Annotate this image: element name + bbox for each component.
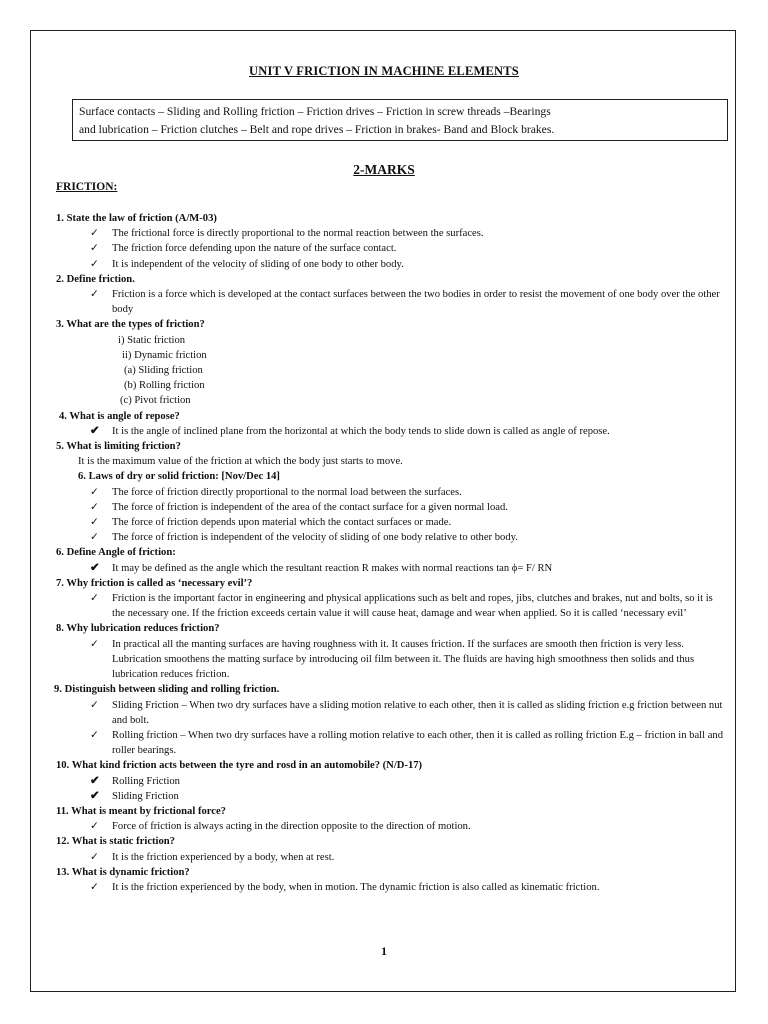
check-icon: ✓ <box>90 638 99 650</box>
answer-text: The force of friction directly proportional to the normal load between the surfaces. <box>112 486 462 498</box>
answer-item <box>56 637 726 683</box>
check-icon: ✓ <box>90 517 99 529</box>
answer-item <box>56 850 726 865</box>
answer-item <box>56 819 726 834</box>
type-item: (c) Pivot friction <box>120 395 191 407</box>
check-icon: ✓ <box>90 593 99 605</box>
question-heading: 5. What is limiting friction? <box>56 441 181 453</box>
question-heading: 13. What is dynamic friction? <box>56 866 190 878</box>
type-item: ii) Dynamic friction <box>122 349 207 361</box>
check-icon: ✓ <box>90 532 99 544</box>
question-heading: 9. Distinguish between sliding and rolling friction. <box>54 684 280 696</box>
question-heading: 2. Define friction. <box>56 273 135 285</box>
answer-text: It is the friction experienced by a body, when at rest. <box>112 851 335 863</box>
question-heading: 4. What is angle of repose? <box>59 410 180 422</box>
answer-item <box>56 485 726 500</box>
question-list <box>56 211 726 895</box>
question-heading: 8. Why lubrication reduces friction? <box>56 623 220 635</box>
page-number: 1 <box>381 944 387 958</box>
answer-item <box>56 515 726 530</box>
check-icon: ✓ <box>90 258 99 270</box>
answer-item <box>56 698 726 728</box>
answer-text: Sliding Friction – When two dry surfaces have a sliding motion relative to each other, then it is called as sliding friction e.g friction between nut and bolt. <box>112 699 723 726</box>
question-heading: 11. What is meant by frictional force? <box>56 805 226 817</box>
check-icon: ✓ <box>90 729 99 741</box>
answer-text: It may be defined as the angle which the resultant reaction R makes with normal reactions tan ϕ= F/ RN <box>112 562 553 574</box>
answer-text: Sliding Friction <box>112 790 179 802</box>
check-icon: ✓ <box>90 228 99 240</box>
answer-text: The force of friction is independent of the velocity of sliding of one body relative to other body. <box>112 532 518 544</box>
answer-text: Friction is a force which is developed at the contact surfaces between the two bodies in order to resist the movement of one body over the other body <box>112 289 720 316</box>
answer-item <box>56 424 726 439</box>
marks-heading: 2-MARKS <box>353 162 415 177</box>
question-heading: 10. What kind friction acts between the tyre and rosd in an automobile? (N/D-17) <box>56 760 423 772</box>
answer-text: The friction force defending upon the nature of the surface contact. <box>112 243 397 255</box>
syllabus-line-1: Surface contacts – Sliding and Rolling friction – Friction drives – Friction in screw threads –Bearings <box>79 105 551 118</box>
type-item: (a) Sliding friction <box>124 365 203 377</box>
answer-item <box>56 728 726 758</box>
check-icon: ✓ <box>90 486 99 498</box>
answer-item <box>56 561 726 576</box>
check-icon: ✔ <box>90 789 100 802</box>
answer-item <box>56 789 726 804</box>
question-heading: 3. What are the types of friction? <box>56 319 205 331</box>
answer-text: It is the friction experienced by the body, when in motion. The dynamic friction is also called as kinematic friction. <box>112 881 600 893</box>
answer-text: The force of friction depends upon material which the contact surfaces or made. <box>112 517 452 529</box>
answer-text: It is independent of the velocity of sliding of one body to other body. <box>112 258 404 270</box>
check-icon: ✔ <box>90 774 100 787</box>
check-icon: ✔ <box>90 561 100 574</box>
syllabus-topics-box <box>72 99 728 141</box>
answer-item <box>56 530 726 545</box>
question-heading: 6. Define Angle of friction: <box>56 547 176 559</box>
syllabus-line-2: and lubrication – Friction clutches – Belt and rope drives – Friction in brakes- Band and Block brakes. <box>79 123 555 136</box>
answer-text: Force of friction is always acting in the direction opposite to the direction of motion. <box>112 821 471 833</box>
answer-text: Friction is the important factor in engineering and physical applications such as belt and ropes, jibs, clutches and brakes, nut and bolts, so it is the necessary one. If the friction exceeds certain value it will cause heat, damage and wear when applied. So it is called ‘necessary evil’ <box>112 593 713 620</box>
type-item: (b) Rolling friction <box>124 380 205 392</box>
answer-item <box>56 241 726 256</box>
answer-text: It is the maximum value of the friction at which the body just starts to move. <box>78 456 403 468</box>
question-heading: 12. What is static friction? <box>56 836 175 848</box>
type-item: i) Static friction <box>118 334 186 346</box>
check-icon: ✓ <box>90 243 99 255</box>
question-heading: 7. Why friction is called as ‘necessary evil’? <box>56 577 253 589</box>
answer-text: The frictional force is directly proportional to the normal reaction between the surfaces. <box>112 228 484 240</box>
answer-text: The force of friction is independent of the area of the contact surface for a given normal load. <box>112 501 508 513</box>
answer-text: Rolling friction – When two dry surfaces have a rolling motion relative to each other, then it is called as rolling friction E.g – friction in ball and roller bearings. <box>112 729 724 757</box>
answer-item <box>56 591 726 621</box>
check-icon: ✔ <box>90 424 100 437</box>
answer-item <box>56 880 726 895</box>
check-icon: ✓ <box>90 501 99 513</box>
answer-item <box>56 257 726 272</box>
friction-types-list <box>56 333 726 409</box>
answer-item <box>56 774 726 789</box>
check-icon: ✓ <box>90 881 99 893</box>
check-icon: ✓ <box>90 289 99 301</box>
question-heading: 6. Laws of dry or solid friction: [Nov/Dec 14] <box>78 471 280 483</box>
answer-text: Rolling Friction <box>112 775 180 787</box>
section-heading: FRICTION: <box>56 181 118 193</box>
answer-text: In practical all the manting surfaces are having roughness with it. It causes friction. If the surfaces are smooth then friction is very less. Lubrication smoothens the matting surface by introducing oil film between it. The fluids are having high smoothness then solids and thus lubrication reduces friction. <box>112 638 695 681</box>
check-icon: ✓ <box>90 851 99 863</box>
answer-text: It is the angle of inclined plane from the horizontal at which the body tends to slide down is called as angle of repose. <box>112 425 610 437</box>
answer-item <box>56 287 726 317</box>
check-icon: ✓ <box>90 699 99 711</box>
question-heading: 1. State the law of friction (A/M-03) <box>56 213 217 224</box>
answer-item <box>56 226 726 241</box>
check-icon: ✓ <box>90 821 99 833</box>
unit-title: UNIT V FRICTION IN MACHINE ELEMENTS <box>249 64 519 78</box>
answer-item <box>56 500 726 515</box>
